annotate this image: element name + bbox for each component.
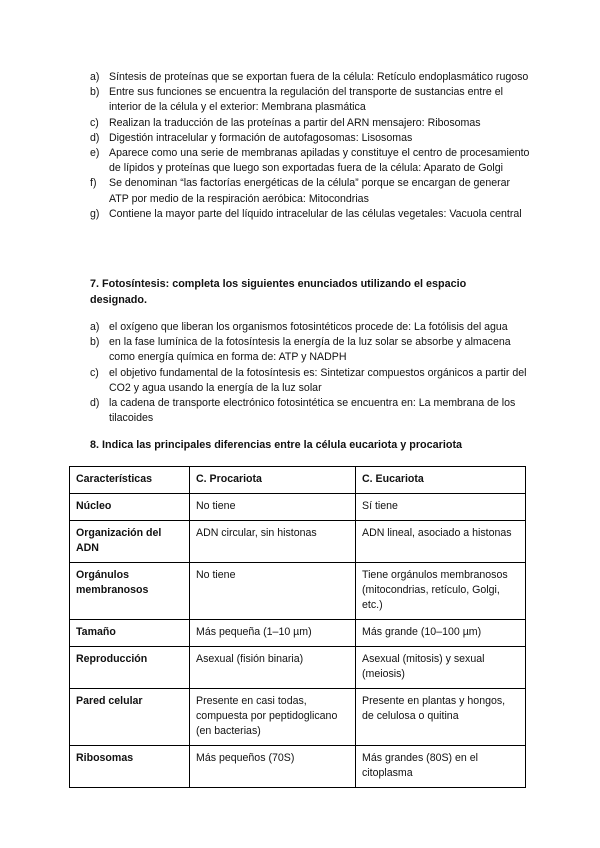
item-text: la cadena de transporte electrónico fotosintética se encuentra en: La membrana de los tilacoides [109, 397, 516, 425]
question-8-heading: 8. Indica las principales diferencias entre la célula eucariota y procariota [90, 439, 463, 451]
item-marker: d) [90, 131, 100, 144]
table-row [70, 620, 526, 647]
item-marker: b) [90, 86, 100, 99]
item-text: Síntesis de proteínas que se exportan fuera de la célula: Retículo endoplasmático rugoso [109, 71, 529, 83]
item-text: el oxígeno que liberan los organismos fotosintéticos procede de: La fotólisis del agua [109, 321, 508, 333]
item-text: Aparece como una serie de membranas apiladas y constituye el centro de procesamiento de lípidos y proteínas que luego son exportadas fuera de la célula: Aparato de Golgi [109, 147, 530, 175]
row-header-cell: Organización del ADN [70, 521, 190, 563]
item-text: Se denominan “las factorías energéticas de la célula” porque se encargan de generar ATP por medio de la respiración aeróbica: Mitocondrias [109, 177, 511, 205]
item-text: el objetivo fundamental de la fotosíntesis es: Sintetizar compuestos orgánicos a partir del CO2 y agua usando la energía de la luz solar [109, 366, 527, 394]
row-header-cell: Orgánulos membranosos [70, 563, 190, 620]
item-marker: d) [90, 397, 100, 410]
list-item [90, 366, 535, 396]
table-row [70, 521, 526, 563]
question-7-heading: 7. Fotosíntesis: completa los siguientes enunciados utilizando el espacio designado. [90, 278, 467, 306]
item-marker: b) [90, 336, 100, 349]
row-header-cell: Tamaño [70, 620, 190, 647]
column-header: C. Procariota [190, 467, 356, 494]
cell-comparison-table [69, 466, 526, 788]
list-item [90, 320, 535, 335]
item-marker: e) [90, 147, 100, 160]
photosynthesis-answers-list [90, 320, 535, 426]
row-header-cell: Reproducción [70, 647, 190, 689]
column-header: Características [70, 467, 190, 494]
list-item [90, 176, 530, 206]
table-cell: Presente en casi todas, compuesta por peptidoglicano (en bacterias) [190, 689, 356, 746]
column-header: C. Eucariota [356, 467, 526, 494]
table-cell: No tiene [190, 494, 356, 521]
list-item [90, 396, 535, 426]
item-text: en la fase lumínica de la fotosíntesis la energía de la luz solar se absorbe y almacena como energía química en forma de: ATP y NADPH [109, 336, 511, 364]
item-marker: g) [90, 207, 100, 220]
row-header-cell: Pared celular [70, 689, 190, 746]
item-text: Contiene la mayor parte del líquido intracelular de las células vegetales: Vacuola central [109, 207, 522, 220]
table-row [70, 647, 526, 689]
table-cell: Más pequeños (70S) [190, 746, 356, 788]
table-cell: ADN lineal, asociado a histonas [356, 521, 526, 563]
table-row [70, 746, 526, 788]
item-text: Digestión intracelular y formación de autofagosomas: Lisosomas [109, 131, 413, 144]
table-row [70, 689, 526, 746]
list-item [90, 70, 530, 85]
list-item [90, 116, 530, 131]
table-row [70, 563, 526, 620]
table-cell: ADN circular, sin histonas [190, 521, 356, 563]
list-item [90, 335, 535, 365]
item-marker: a) [90, 321, 100, 333]
item-text: Entre sus funciones se encuentra la regulación del transporte de sustancias entre el interior de la célula y el exterior: Membrana plasmática [109, 86, 503, 114]
list-item [90, 146, 530, 176]
table-cell: Sí tiene [356, 494, 526, 521]
table-cell: Presente en plantas y hongos, de celulosa o quitina [356, 689, 526, 746]
table-cell: Más pequeña (1–10 µm) [190, 620, 356, 647]
table-cell: Asexual (mitosis) y sexual (meiosis) [356, 647, 526, 689]
table-cell: Asexual (fisión binaria) [190, 647, 356, 689]
organelle-answers-list [90, 70, 530, 222]
item-marker: c) [90, 116, 99, 129]
table-cell: Más grandes (80S) en el citoplasma [356, 746, 526, 788]
item-marker: f) [90, 177, 97, 190]
list-item [90, 131, 530, 146]
table-cell: Más grande (10–100 µm) [356, 620, 526, 647]
table-cell: No tiene [190, 563, 356, 620]
list-item [90, 207, 530, 222]
row-header-cell: Núcleo [70, 494, 190, 521]
row-header-cell: Ribosomas [70, 746, 190, 788]
list-item [90, 85, 530, 115]
table-header-row [70, 467, 526, 494]
item-marker: c) [90, 366, 99, 379]
table-cell: Tiene orgánulos membranosos (mitocondrias, retículo, Golgi, etc.) [356, 563, 526, 620]
table-row [70, 494, 526, 521]
item-marker: a) [90, 71, 100, 83]
item-text: Realizan la traducción de las proteínas a partir del ARN mensajero: Ribosomas [109, 116, 481, 129]
